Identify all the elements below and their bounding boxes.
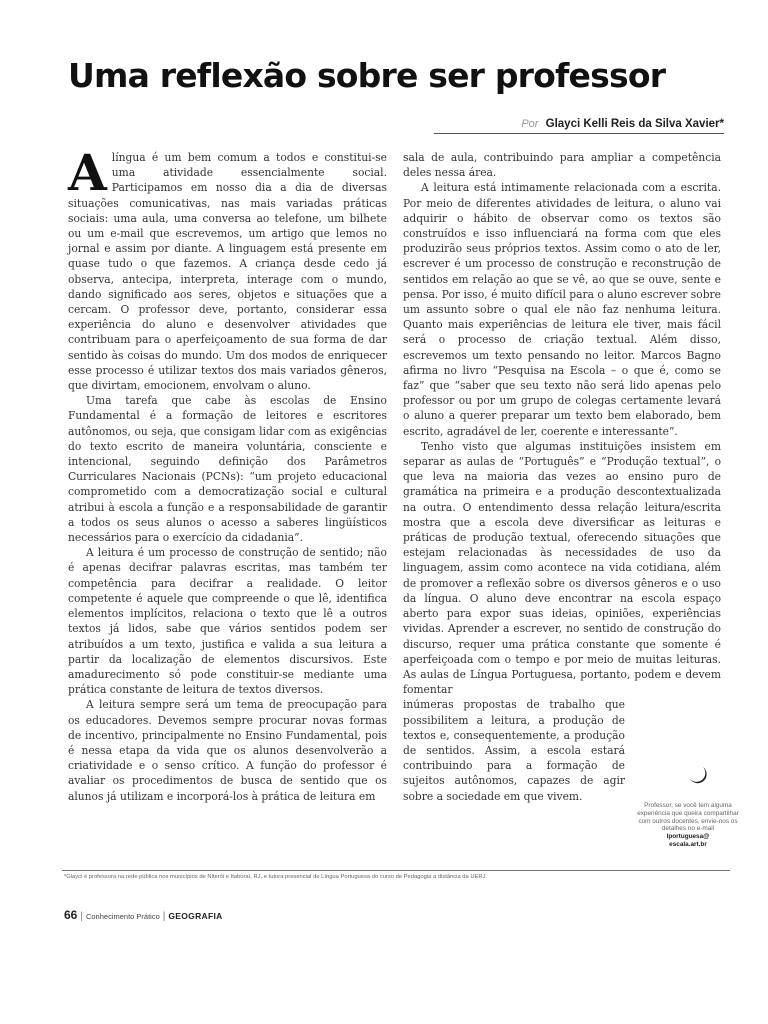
page-number: 66 <box>64 908 78 922</box>
sidebar-email-line2[interactable]: escala.art.br <box>669 840 707 848</box>
footer-separator: | <box>162 911 166 922</box>
sidebar-note <box>636 802 740 849</box>
byline-prefix: Por <box>521 118 539 130</box>
paragraph-4: A leitura sempre será um tema de preocupação para os educadores. Devemos sempre procurar novas formas de incentivo, principalmente no Ensino Fundamental, pois é nessa etapa da vida que os alunos desenvolverão a criatividade e o senso crítico. A função do professor é avaliar os procedimentos de busca de sentido que os alunos já utilizam e incorporá-los à prática de leitura em <box>68 698 387 803</box>
crescent-moon-icon <box>686 764 710 788</box>
paragraph-3: A leitura é um processo de construção de sentido; não é apenas decifrar palavras escritas, mas também ter competência para decifrar a realidade. O leitor competente é aquele que compreende o que lê, identifica elementos implícitos, relaciona o texto que lê a outros textos já lidos, sabe que vários sentidos podem ser atribuídos a um texto, justifica e valida a sua leitura a partir da localização de elementos discursivos. Este amadurecimento só pode constituir-se mediante uma prática constante de leitura de textos diversos. <box>68 546 387 697</box>
right-column <box>403 150 721 804</box>
page-footer <box>64 906 223 924</box>
sidebar-email-line1[interactable]: lportuguesa@ <box>666 833 710 841</box>
footnote: *Glayci é professora na rede pública nos municípios de Niterói e Itaboraí, RJ, e tutora presencial de Língua Portuguesa do curso de Pedagogia a distância da UERJ. <box>64 874 488 880</box>
article-title: Uma reflexão sobre ser professor <box>68 56 666 95</box>
paragraph-6-narrow: inúmeras propostas de trabalho que possibilitem a leitura, a produção de textos e, consequentemente, a produção de sentidos. Assim, a escola estará contribuindo para a formação de sujeitos autônomos, capazes de agir sobre a sociedade em que vivem. <box>403 698 625 803</box>
paragraph-4-continued: sala de aula, contribuindo para ampliar a competência deles nessa área. <box>403 151 721 180</box>
section-name: GEOGRAFIA <box>168 911 223 921</box>
left-column <box>68 143 387 804</box>
byline <box>434 118 724 134</box>
paragraph-5: A leitura está intimamente relacionada com a escrita. Por meio de diferentes atividades de leitura, o aluno vai adquirir o hábito de observar como os textos são construídos e isso influenciará na forma com que eles produzirão seus próprios textos. Assim como o ato de ler, escrever é um processo de construção e reconstrução de sentidos em relação ao que se vê, ao que se ouve, sente e pensa. Por isso, é muito difícil para o aluno escrever sobre um assunto sobre o qual ele não faz nenhuma leitura. Quanto mais experiências de leitura ele tiver, mais fácil será o processo de criação textual. Além disso, escrevemos um texto pensando no leitor. Marcos Bagno afirma no livro “Pesquisa na Escola – o que é, como se faz” que “saber que seu texto não será lido apenas pelo professor ou por um grupo de colegas certamente levará o aluno a querer preparar um texto bem elaborado, bem escrito, agradável de ler, coerente e interessante”. <box>403 181 721 438</box>
drop-cap: A <box>68 143 107 202</box>
paragraph-6: Tenho visto que algumas instituições insistem em separar as aulas de “Português” e “Produção textual”, o que leva na maioria das vezes ao ensino puro de gramática na primeira e a produção descontextualizada na outra. O entendimento dessa relação leitura/escrita mostra que a escola deve diversificar as leituras e práticas de produção textual, oferecendo situações que estejam relacionadas às necessidades de uso da linguagem, assim como acontece na vida cotidiana, além de promover a reflexão sobre os diversos gêneros e o uso da língua. O aluno deve encontrar na escola espaço aberto para expor suas ideias, opiniões, experiências vividas. Aprender a escrever, no sentido de construção do discurso, requer uma prática constante que somente é aperfeiçoada com o tempo e por meio de muitas leituras. As aulas de Língua Portuguesa, portanto, podem e devem fomentar <box>403 439 721 697</box>
footnote-divider <box>62 870 730 871</box>
paragraph-1-text: língua é um bem comum a todos e constitui-se uma atividade essencialmente social. Participamos em nosso dia a dia de diversas situações comunicativas, nas mais variadas práticas sociais: uma aula, uma conversa ao telefone, um bilhete ou um e-mail que escrevemos, um artigo que lemos no jornal e assim por diante. A linguagem está presente em quase tudo o que fazemos. A criança desde cedo já observa, antecipa, interpreta, interage com o mundo, dando significado aos seres, objetos e situações que a cercam. O professor deve, portanto, considerar essa experiência do aluno e desenvolver atividades que contribuam para o aperfeiçoamento de sua forma de dar sentido às coisas do mundo. Um dos modos de enriquecer esse processo é utilizar textos dos mais variados gêneros, que divirtam, emocionem, envolvam o aluno. <box>68 151 387 393</box>
footer-separator: | <box>80 911 83 922</box>
publication-name: Conhecimento Prático <box>85 912 160 921</box>
author-name: Glayci Kelli Reis da Silva Xavier* <box>545 118 724 130</box>
paragraph-2: Uma tarefa que cabe às escolas de Ensino Fundamental é a formação de leitores e escritores autônomos, ou seja, que consigam lidar com as exigências do texto escrito de maneira voluntária, consciente e intencional, seguindo definição dos Parâmetros Curriculares Nacionais (PCNs): “um projeto educacional comprometido com a democratização social e cultural atribui à escola a função e a responsabilidade de garantir a todos os seus alunos o acesso a saberes lingüísticos necessários para o exercício da cidadania”. <box>68 394 387 545</box>
sidebar-note-text: Professor, se você tem alguma experiência que queira compartilhar com outros docentes, envie-nos os detalhes no e-mail <box>637 802 739 833</box>
paragraph-1 <box>68 143 387 393</box>
